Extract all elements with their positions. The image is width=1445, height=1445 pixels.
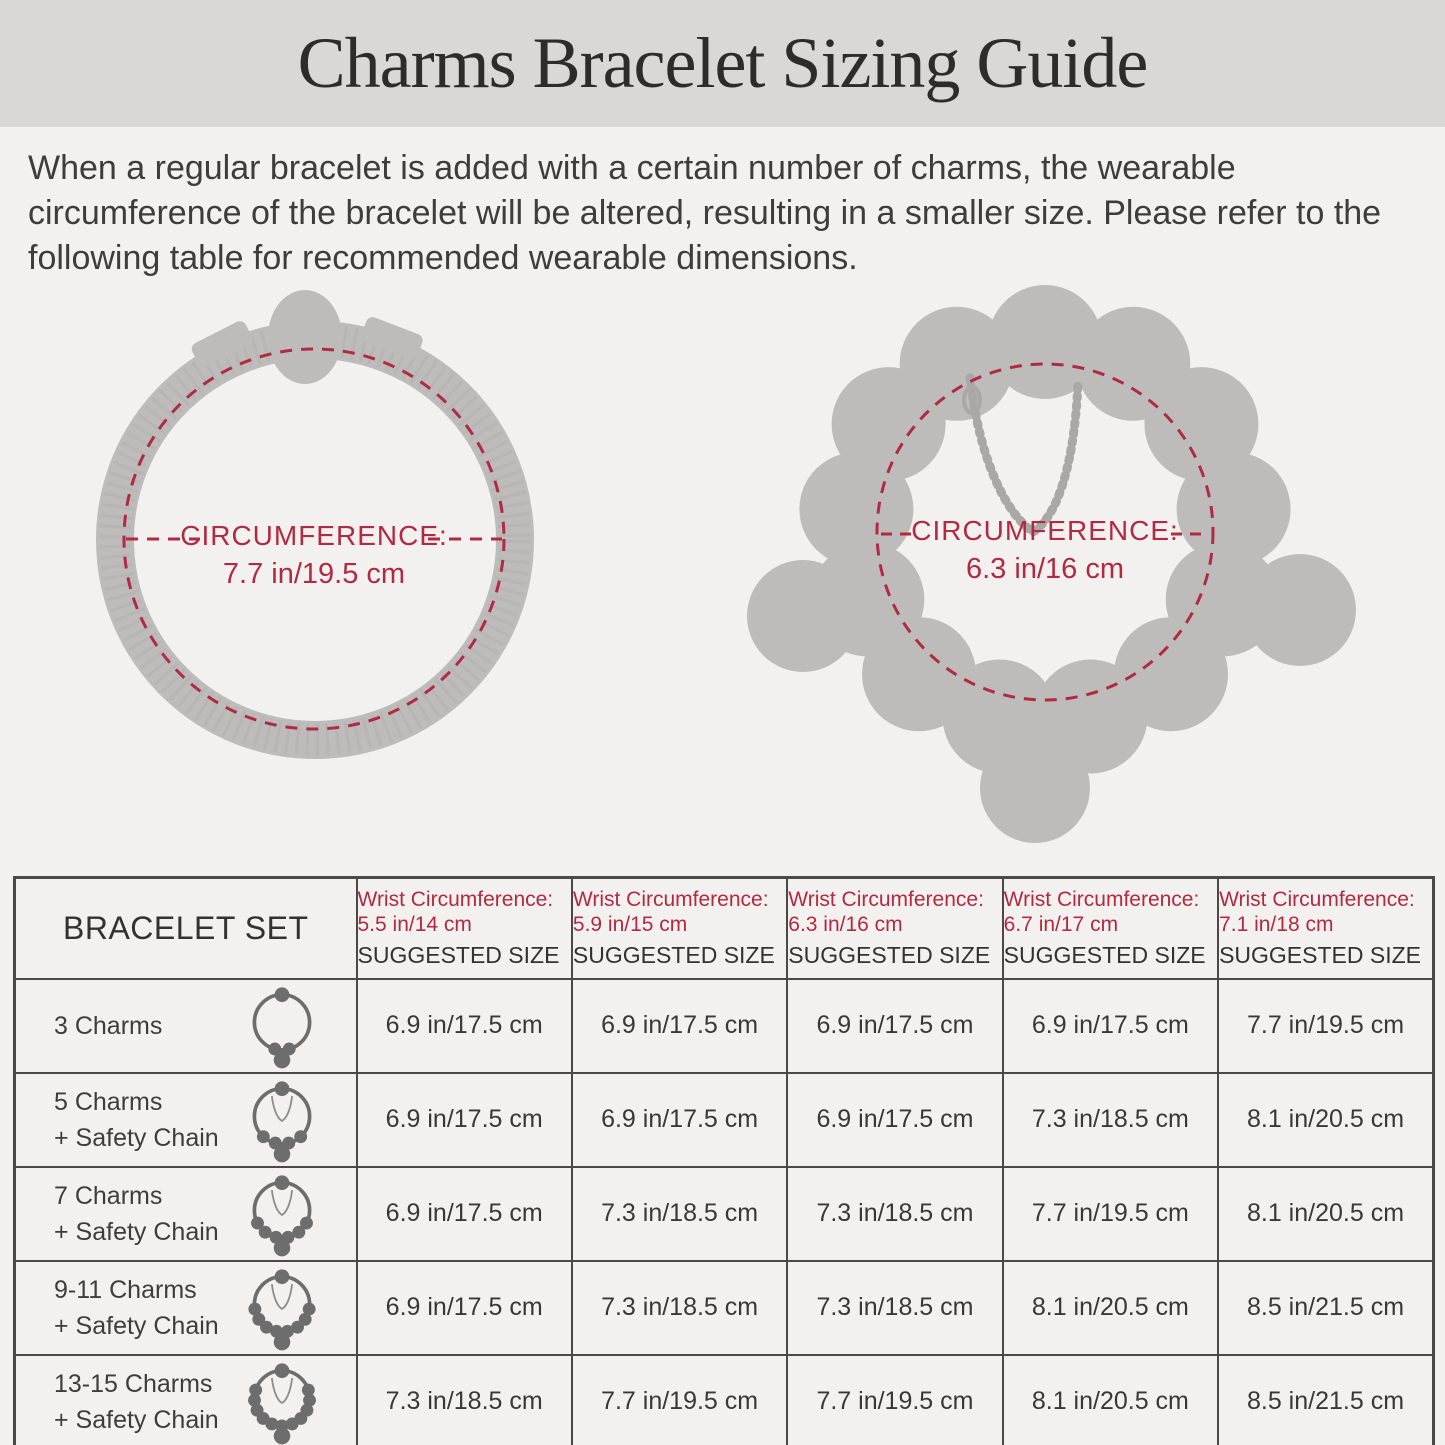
suggested-size-cell: 6.9 in/17.5 cm [572,979,787,1073]
wrist-circumference-value: 7.1 in/18 cm [1219,912,1334,936]
suggested-size-cell: 6.9 in/17.5 cm [357,979,572,1073]
suggested-size-cell: 6.9 in/17.5 cm [1003,979,1218,1073]
suggested-size-cell: 7.7 in/19.5 cm [1218,979,1433,1073]
bracelet-set-label-line2: + Safety Chain [54,1123,219,1152]
suggested-size-label: SUGGESTED SIZE [1219,941,1421,968]
bracelet-set-cell [15,1261,357,1355]
bracelet-13-15-charms-safety-chain-icon [236,1356,328,1445]
charm-bracelet-diagram [745,278,1395,858]
bracelet-set-label-line2: + Safety Chain [54,1217,219,1246]
bracelet-set-label: 9-11 Charms [54,1275,197,1304]
suggested-size-cell: 7.7 in/19.5 cm [572,1355,787,1445]
suggested-size-cell: 7.3 in/18.5 cm [787,1261,1002,1355]
bracelet-set-cell [15,979,357,1073]
circumference-label: CIRCUMFERENCE: [911,515,1179,546]
wrist-circumference-header [357,878,572,979]
wrist-circumference-value: 6.7 in/17 cm [1003,912,1119,936]
circumference-label: CIRCUMFERENCE: [180,520,448,551]
bracelet-9-11-charms-safety-chain-icon [236,1262,328,1354]
suggested-size-cell: 6.9 in/17.5 cm [357,1167,572,1261]
bracelet-set-label: 13-15 Charms [54,1369,213,1398]
wrist-circumference-text: Wrist Circumference: [357,887,554,911]
suggested-size-cell: 7.3 in/18.5 cm [572,1261,787,1355]
bracelet-set-cell [15,1073,357,1167]
intro-line: When a regular bracelet is added with a certain number of charms, the wearable [28,149,1236,187]
wrist-circumference-text: Wrist Circumference: [1219,887,1415,911]
suggested-size-cell: 8.1 in/20.5 cm [1003,1261,1218,1355]
wrist-circumference-text: Wrist Circumference: [1003,887,1200,911]
title-banner [0,0,1445,127]
bracelet-set-label-line2: + Safety Chain [54,1405,219,1434]
intro-paragraph [28,146,1428,281]
intro-line: following table for recommended wearable dimensions. [28,239,858,277]
plain-bracelet-silhouette [80,285,680,785]
wrist-circumference-value: 5.9 in/15 cm [572,912,688,936]
suggested-size-cell: 6.9 in/17.5 cm [357,1073,572,1167]
bracelet-7-charms-safety-chain-icon [236,1168,328,1260]
wrist-circumference-header [1003,878,1218,979]
table-row [15,979,1434,1073]
suggested-size-cell: 8.1 in/20.5 cm [1003,1355,1218,1445]
suggested-size-cell: 6.9 in/17.5 cm [787,979,1002,1073]
table-row [15,1355,1434,1445]
plain-bracelet-diagram [80,285,680,785]
bracelet-set-label: 7 Charms [54,1181,163,1210]
bracelet-set-label: 3 Charms [54,1011,163,1040]
sizing-table [13,876,1435,1445]
table-header-row [15,878,1434,979]
wrist-circumference-header [787,878,1002,979]
suggested-size-cell: 7.7 in/19.5 cm [787,1355,1002,1445]
bracelet-3-charms-icon [236,980,328,1072]
suggested-size-label: SUGGESTED SIZE [572,941,775,968]
suggested-size-label: SUGGESTED SIZE [357,941,560,968]
suggested-size-cell: 6.9 in/17.5 cm [787,1073,1002,1167]
suggested-size-cell: 8.5 in/21.5 cm [1218,1261,1433,1355]
wrist-circumference-header [572,878,787,979]
circumference-value: 7.7 in/19.5 cm [222,558,406,590]
bracelet-set-cell [15,1167,357,1261]
bracelet-set-label-line2: + Safety Chain [54,1311,219,1340]
suggested-size-cell: 7.3 in/18.5 cm [787,1167,1002,1261]
bracelet-set-label: 5 Charms [54,1087,163,1116]
bracelet-5-charms-safety-chain-icon [236,1074,328,1166]
suggested-size-cell: 7.3 in/18.5 cm [357,1355,572,1445]
table-row [15,1073,1434,1167]
intro-line: circumference of the bracelet will be altered, resulting in a smaller size. Please refer to the [28,194,1382,232]
suggested-size-cell: 7.3 in/18.5 cm [1003,1073,1218,1167]
wrist-circumference-value: 5.5 in/14 cm [357,912,472,936]
suggested-size-cell: 6.9 in/17.5 cm [572,1073,787,1167]
suggested-size-label: SUGGESTED SIZE [1003,941,1206,968]
wrist-circumference-header [1218,878,1433,979]
wrist-circumference-value: 6.3 in/16 cm [788,912,903,936]
suggested-size-cell: 6.9 in/17.5 cm [357,1261,572,1355]
table-row [15,1167,1434,1261]
suggested-size-cell: 7.3 in/18.5 cm [572,1167,787,1261]
suggested-size-label: SUGGESTED SIZE [788,941,991,968]
circumference-value: 6.3 in/16 cm [966,553,1124,585]
table-row [15,1261,1434,1355]
charm-bracelet-silhouette [745,278,1395,858]
suggested-size-cell: 8.1 in/20.5 cm [1218,1167,1433,1261]
suggested-size-cell: 8.5 in/21.5 cm [1218,1355,1433,1445]
clasp-bead [268,290,342,384]
suggested-size-cell: 8.1 in/20.5 cm [1218,1073,1433,1167]
bracelet-set-header: BRACELET SET [15,878,357,979]
page-title: Charms Bracelet Sizing Guide [297,23,1148,103]
wrist-circumference-text: Wrist Circumference: [572,887,769,911]
wrist-circumference-text: Wrist Circumference: [788,887,984,911]
suggested-size-cell: 7.7 in/19.5 cm [1003,1167,1218,1261]
bracelet-set-cell [15,1355,357,1445]
